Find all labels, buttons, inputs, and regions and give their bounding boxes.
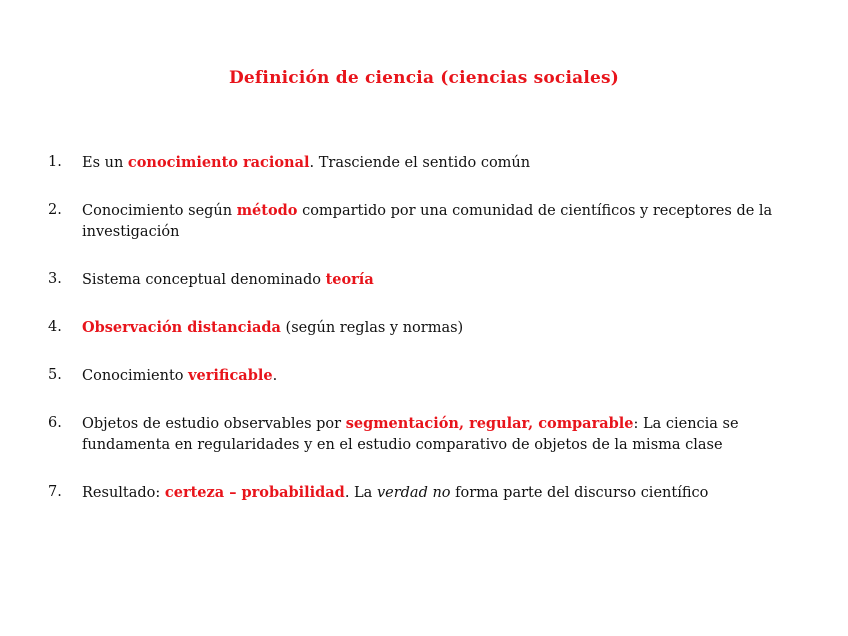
list-item-number: 6. <box>48 415 62 431</box>
text-run: Sistema conceptual denominado <box>82 272 326 288</box>
highlighted-term: teoría <box>325 271 374 288</box>
list-item-text <box>82 485 708 501</box>
text-run: forma parte del discurso científico <box>450 485 709 501</box>
text-run: : La ciencia se fundamenta en regularidades y en el estudio comparativo de objetos de la misma clase <box>82 416 739 453</box>
slide-title: Definición de ciencia (ciencias sociales) <box>228 68 620 88</box>
list-item-number: 2. <box>48 202 62 218</box>
highlighted-term: conocimiento racional <box>127 154 310 171</box>
list-item-number: 1. <box>48 154 62 170</box>
list-item <box>48 200 808 243</box>
list-item-number: 4. <box>48 319 62 335</box>
list-item <box>48 269 808 291</box>
text-run: Conocimiento según <box>82 203 237 219</box>
text-run: . La <box>344 485 377 501</box>
text-run: Resultado: <box>82 485 165 501</box>
text-run: compartido por una comunidad de científicos y receptores de la investigación <box>82 203 773 240</box>
list-item-text <box>82 155 530 171</box>
highlighted-term: método <box>236 202 298 219</box>
highlighted-term: certeza – probabilidad <box>164 484 345 501</box>
definition-list <box>48 152 808 530</box>
list-item <box>48 482 808 504</box>
text-run: . Trasciende el sentido común <box>309 155 531 171</box>
highlighted-term: segmentación, regular, comparable <box>345 415 634 432</box>
text-run: Conocimiento <box>82 368 189 384</box>
list-item-number: 5. <box>48 367 62 383</box>
list-item <box>48 152 808 174</box>
text-run: Objetos de estudio observables por <box>82 416 346 432</box>
highlighted-term: Observación distanciada <box>82 319 281 336</box>
list-item-text <box>82 416 739 453</box>
list-item-text <box>82 320 463 336</box>
text-run: Es un <box>82 155 128 171</box>
highlighted-term: verificable <box>188 367 273 384</box>
list-item-text <box>82 368 277 384</box>
list-item-text <box>82 203 772 240</box>
list-item-number: 7. <box>48 484 62 500</box>
list-item-number: 3. <box>48 271 62 287</box>
list-item <box>48 317 808 339</box>
text-run: . <box>272 368 278 384</box>
list-item <box>48 413 808 456</box>
text-run: (según reglas y normas) <box>280 320 464 336</box>
list-item-text <box>82 272 374 288</box>
list-item <box>48 365 808 387</box>
italic-text: verdad no <box>376 485 451 501</box>
